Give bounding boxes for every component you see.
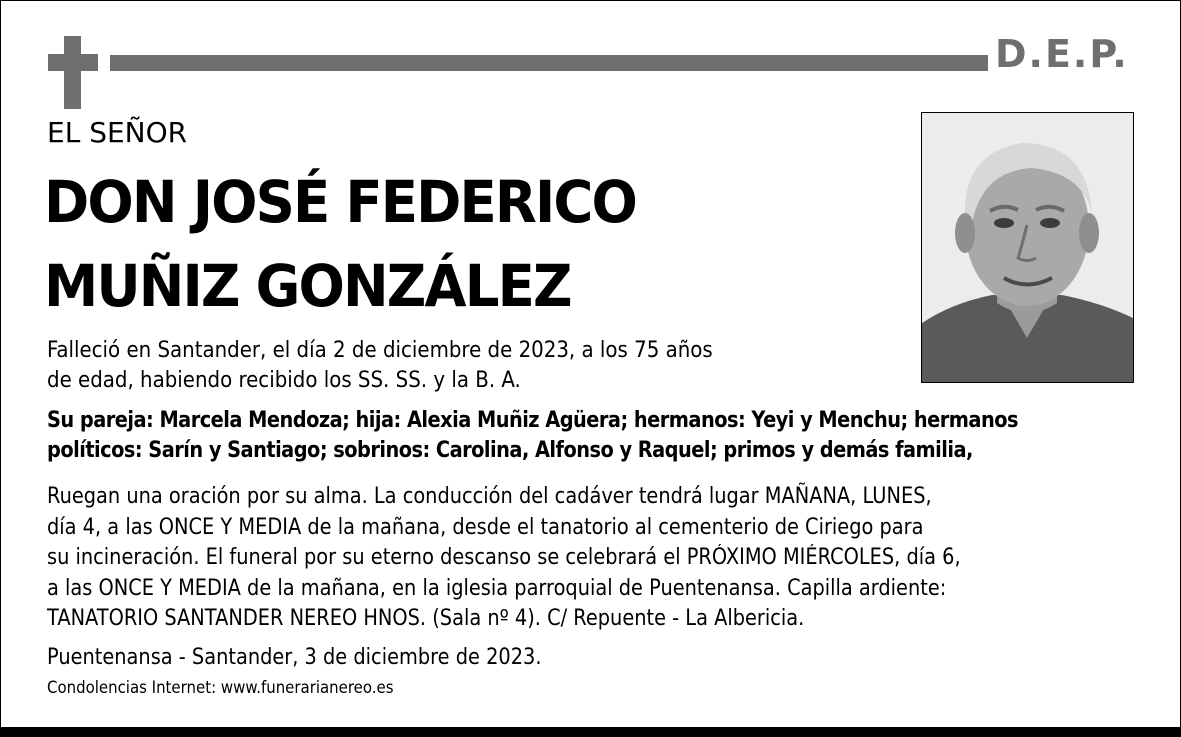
title-prefix: EL SEÑOR <box>47 116 188 149</box>
death-announcement <box>47 336 907 396</box>
family-line: políticos: Sarín y Santiago; sobrinos: Carolina, Alfonso y Raquel; primos y demás familia, <box>47 438 973 463</box>
body-line: a las ONCE Y MEDIA de la mañana, en la iglesia parroquial de Puentenansa. Capilla ardiente: <box>47 575 947 601</box>
body-line: día 4, a las ONCE Y MEDIA de la mañana, desde el tanatorio al cementerio de Ciriego para <box>47 514 924 540</box>
body-line: TANATORIO SANTANDER NEREO HNOS. (Sala nº 4). C/ Repuente - La Albericia. <box>47 606 805 631</box>
latin-cross-icon <box>64 36 81 109</box>
family-list <box>47 406 1150 466</box>
dep-label: D.E.P. <box>995 32 1129 76</box>
place-date: Puentenansa - Santander, 3 de diciembre de 2023. <box>47 645 542 670</box>
bottom-bar <box>0 727 1181 737</box>
family-line: Su pareja: Marcela Mendoza; hija: Alexia Muñiz Agüera; hermanos: Yeyi y Menchu; hermanos <box>47 408 1018 433</box>
header-rule <box>110 55 988 71</box>
body-line: su incineración. El funeral por su eterno descanso se celebrará el PRÓXIMO MIÉRCOLES, día 6, <box>47 545 961 570</box>
body-line: Ruegan una oración por su alma. La conducción del cadáver tendrá lugar MAÑANA, LUNES, <box>47 484 932 509</box>
intro-line: Falleció en Santander, el día 2 de diciembre de 2023, a los 75 años <box>47 338 713 363</box>
deceased-name-line1: DON JOSÉ FEDERICO <box>44 168 636 236</box>
latin-cross-icon-bar <box>48 54 98 71</box>
intro-line: de edad, habiendo recibido los SS. SS. y la B. A. <box>47 368 521 393</box>
service-details <box>47 482 1085 635</box>
condolences-web: Condolencias Internet: www.funerarianereo.es <box>47 678 394 698</box>
portrait-photo <box>921 112 1134 383</box>
deceased-name-line2: MUÑIZ GONZÁLEZ <box>44 252 571 320</box>
